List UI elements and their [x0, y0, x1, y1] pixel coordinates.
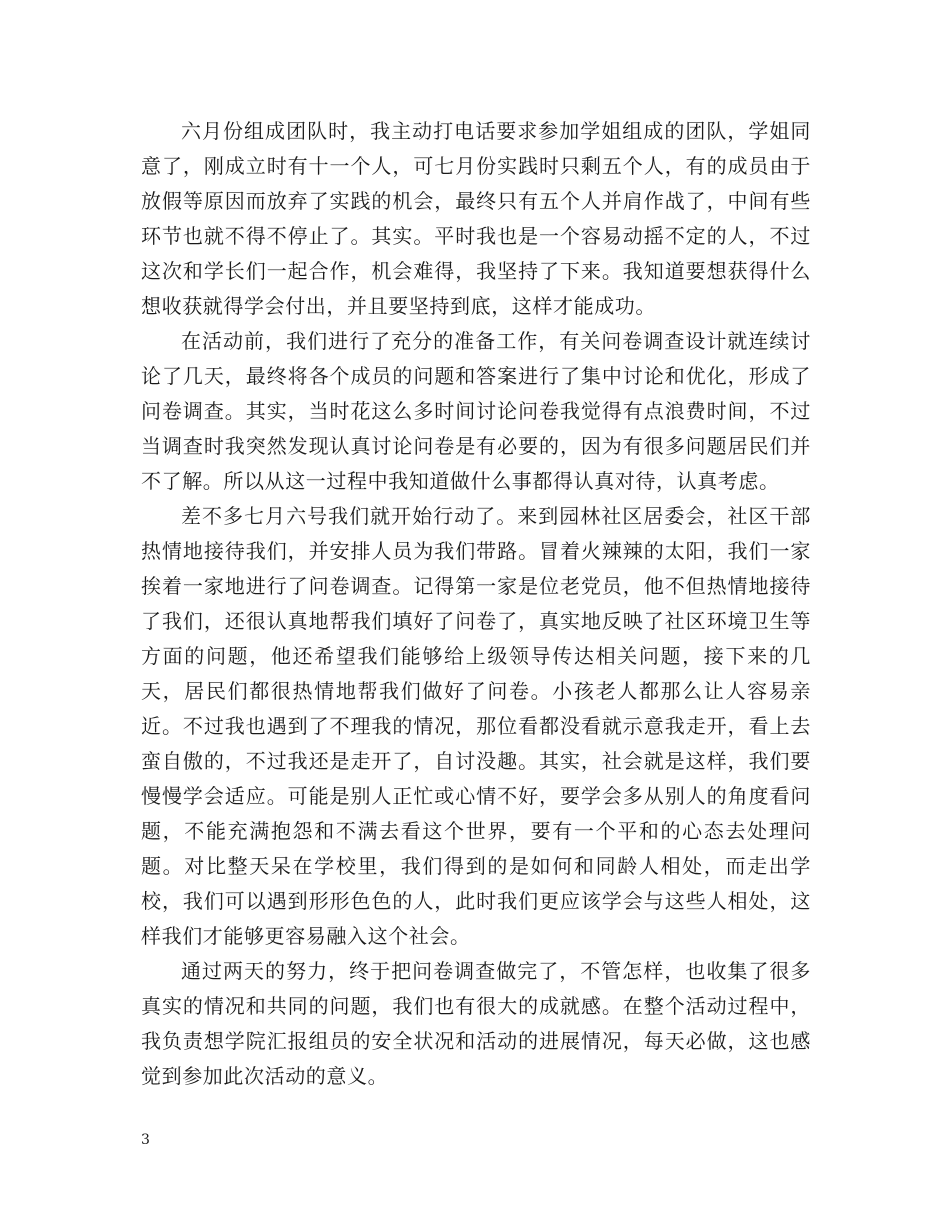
page-number: 3: [141, 1132, 150, 1148]
document-body: [141, 114, 811, 1094]
paragraph-4: 通过两天的努力，终于把问卷调查做完了，不管怎样，也收集了很多真实的情况和共同的问题，我们也有很大的成就感。在整个活动过程中，我负责想学院汇报组员的安全状况和活动的进展情况，每天必做，这也感觉到参加此次活动的意义。: [141, 959, 811, 1088]
paragraph-2: 在活动前，我们进行了充分的准备工作，有关问卷调查设计就连续讨论了几天，最终将各个成员的问题和答案进行了集中讨论和优化，形成了问卷调查。其实，当时花这么多时间讨论问卷我觉得有点浪费时间，不过当调查时我突然发现认真讨论问卷是有必要的，因为有很多问题居民们并不了解。所以从这一过程中我知道做什么事都得认真对待，认真考虑。: [141, 329, 811, 493]
paragraph-1: 六月份组成团队时，我主动打电话要求参加学姐组成的团队，学姐同意了，刚成立时有十一个人，可七月份实践时只剩五个人，有的成员由于放假等原因而放弃了实践的机会，最终只有五个人并肩作战了，中间有些环节也就不得不停止了。其实。平时我也是一个容易动摇不定的人，不过这次和学长们一起合作，机会难得，我坚持了下来。我知道要想获得什么想收获就得学会付出，并且要坚持到底，这样才能成功。: [141, 119, 811, 318]
paragraph-3: 差不多七月六号我们就开始行动了。来到园林社区居委会，社区干部热情地接待我们，并安排人员为我们带路。冒着火辣辣的太阳，我们一家挨着一家地进行了问卷调查。记得第一家是位老党员，他不但热情地接待了我们，还很认真地帮我们填好了问卷了，真实地反映了社区环境卫生等方面的问题，他还希望我们能够给上级领导传达相关问题，接下来的几天，居民们都很热情地帮我们做好了问卷。小孩老人都那么让人容易亲近。不过我也遇到了不理我的情况，那位看都没看就示意我走开，看上去蛮自傲的，不过我还是走开了，自讨没趣。其实，社会就是这样，我们要慢慢学会适应。可能是别人正忙或心情不好，要学会多从别人的角度看问题，不能充满抱怨和不满去看这个世界，要有一个平和的心态去处理问题。对比整天呆在学校里，我们得到的是如何和同龄人相处，而走出学校，我们可以遇到形形色色的人，此时我们更应该学会与这些人相处，这样我们才能够更容易融入这个社会。: [141, 504, 811, 948]
